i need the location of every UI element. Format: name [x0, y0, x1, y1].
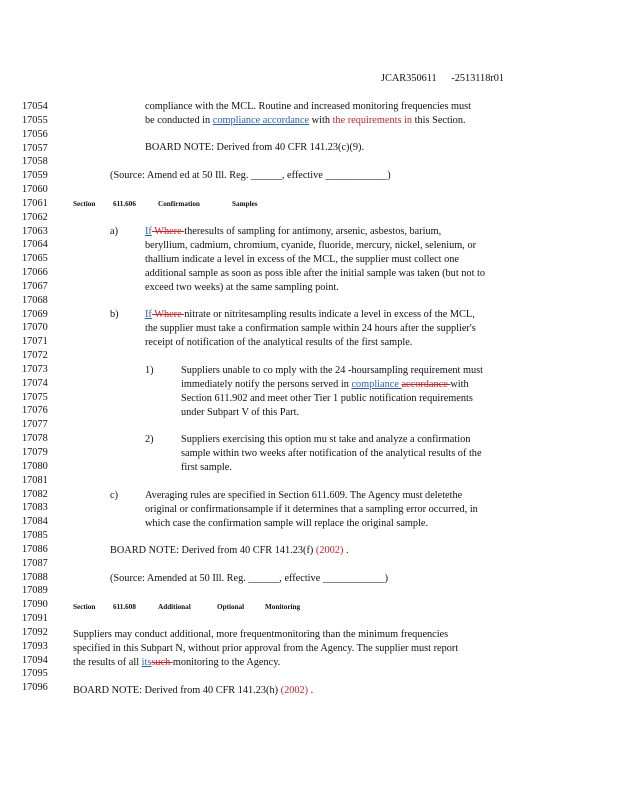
subsection-label: b) — [110, 309, 119, 320]
line-number: 17069 — [22, 308, 48, 320]
deleted-text: Where — [151, 309, 185, 320]
line-number: 17085 — [22, 530, 48, 542]
line-number: 17073 — [22, 363, 48, 375]
line-number: 17088 — [22, 571, 48, 583]
line-number: 17057 — [22, 142, 48, 154]
source-note: (Source: Amend ed at 50 Ill. Reg. ______, effective ____________) — [110, 170, 391, 181]
subsection-label: c) — [110, 490, 118, 501]
section-label: Section — [73, 603, 96, 611]
section-title: Optional — [217, 603, 245, 611]
section-title: Monitoring — [265, 603, 301, 611]
line-number: 17096 — [22, 682, 48, 694]
inserted-text: If — [145, 226, 152, 237]
inserted-text: If — [145, 309, 152, 320]
section-label: Section — [73, 200, 96, 208]
board-note: BOARD NOTE: Derived from 40 CFR 141.23(c)(9). — [145, 142, 365, 153]
deleted-text: such — [151, 657, 173, 668]
text-line-17065: thallium indicate a level in excess of the MCL, the supplier must collect one — [145, 254, 459, 265]
section-title: Additional — [158, 603, 191, 611]
line-number: 17070 — [22, 322, 48, 334]
line-number: 17082 — [22, 488, 48, 500]
board-note: BOARD NOTE: Derived from 40 CFR 141.23(f) (2002) . — [110, 545, 349, 556]
text-line-17076: under Subpart V of this Part. — [181, 407, 300, 418]
inserted-text: compliance accordance — [212, 115, 310, 126]
line-number: 17081 — [22, 474, 48, 486]
text-line-17084: which case the confirmation sample will replace the original sample. — [145, 518, 429, 529]
item-label: 2) — [145, 434, 154, 445]
text-line-17073: Suppliers unable to co mply with the 24 -hoursampling requirement must — [181, 365, 483, 376]
subsection-label: a) — [110, 226, 118, 237]
text-line-17069: If Where nitrate or nitritesampling results indicate a level in excess of the MCL, — [145, 309, 475, 320]
board-note: BOARD NOTE: Derived from 40 CFR 141.23(h) (2002) . — [73, 685, 314, 696]
item-label: 1) — [145, 365, 154, 376]
line-number: 17059 — [22, 170, 48, 182]
section-number: 611.608 — [113, 603, 136, 611]
line-number: 17086 — [22, 543, 48, 555]
line-number: 17091 — [22, 613, 48, 625]
text-line-17063: If Where theresults of sampling for antimony, arsenic, asbestos, barium, — [145, 226, 442, 237]
line-number: 17089 — [22, 585, 48, 597]
line-number: 17067 — [22, 280, 48, 292]
line-number: 17061 — [22, 197, 48, 209]
header-code: JCAR350611 — [381, 73, 437, 84]
deleted-text: in — [404, 115, 413, 126]
line-number: 17094 — [22, 654, 48, 666]
inserted-text: (2002) — [280, 685, 309, 696]
inserted-text: compliance — [351, 379, 402, 390]
section-title: Confirmation — [158, 200, 200, 208]
text-line-17079: sample within two weeks after notification of the analytical results of the — [181, 448, 482, 459]
line-number: 17080 — [22, 460, 48, 472]
text-line-17066: additional sample as soon as poss ible after the initial sample was taken (but not to — [145, 268, 486, 279]
deleted-text: the requirements — [332, 115, 402, 126]
text-line-17094: the results of all itssuch monitoring to the Agency. — [73, 657, 281, 668]
line-number: 17095 — [22, 668, 48, 680]
line-number: 17093 — [22, 640, 48, 652]
line-number: 17083 — [22, 502, 48, 514]
text-line-17078: Suppliers exercising this option mu st take and analyze a confirmation — [181, 434, 471, 445]
line-number: 17079 — [22, 447, 48, 458]
deleted-text: accordance — [401, 379, 451, 390]
line-number: 17054 — [22, 101, 48, 112]
line-number: 17065 — [22, 253, 48, 265]
line-number: 17087 — [22, 557, 48, 569]
section-title: Samples — [232, 200, 258, 208]
line-number: 17058 — [22, 156, 48, 168]
deleted-text: Where — [151, 226, 185, 237]
line-number: 17077 — [22, 419, 48, 431]
line-number: 17055 — [22, 114, 48, 126]
line-number: 17084 — [22, 516, 48, 528]
text-line-17083: original or confirmationsample if it determines that a sampling error occurred, in — [145, 504, 478, 515]
text-line-17082: Averaging rules are specified in Section 611.609. The Agency must deletethe — [145, 490, 463, 501]
line-number: 17078 — [22, 433, 48, 445]
line-number: 17071 — [22, 336, 48, 348]
line-number: 17062 — [22, 211, 48, 223]
section-number: 611.606 — [113, 200, 136, 208]
line-number: 17090 — [22, 599, 48, 611]
text-line-17071: receipt of notification of the analytical results of the first sample. — [145, 337, 413, 348]
line-number: 17076 — [22, 405, 48, 417]
line-number: 17068 — [22, 294, 48, 306]
inserted-text: its — [141, 657, 152, 668]
header-revision: -2513118r01 — [451, 73, 505, 84]
text-line-17055: be conducted in compliance accordance with the requirements in this Section. — [145, 115, 466, 126]
text-line-17054: compliance with the MCL. Routine and increased monitoring frequencies must — [145, 101, 471, 112]
line-number: 17060 — [22, 184, 48, 196]
line-number: 17092 — [22, 626, 48, 638]
text-line-17067: exceed two weeks) at the same sampling point. — [145, 282, 339, 293]
text-line-17074: immediately notify the persons served in compliance accordance with — [181, 379, 469, 390]
text-line-17093: specified in this Subpart N, without prior approval from the Agency. The supplier must report — [73, 643, 459, 654]
text-line-17080: first sample. — [181, 462, 232, 473]
document-header — [381, 73, 504, 84]
source-note: (Source: Amended at 50 Ill. Reg. ______, effective ____________) — [110, 573, 389, 584]
line-number: 17056 — [22, 128, 48, 140]
text-line-17070: the supplier must take a confirmation sample within 24 hours after the supplier's — [145, 323, 476, 334]
line-number: 17075 — [22, 391, 48, 403]
line-number: 17072 — [22, 350, 48, 362]
text-line-17092: Suppliers may conduct additional, more frequentmonitoring than the minimum frequencies — [73, 629, 449, 640]
text-line-17075: Section 611.902 and meet other Tier 1 public notification requirements — [181, 393, 473, 404]
inserted-text: (2002) — [315, 545, 344, 556]
text-line-17064: beryllium, cadmium, chromium, cyanide, fluoride, mercury, nickel, selenium, or — [145, 240, 477, 251]
line-number: 17063 — [22, 225, 48, 237]
line-number: 17074 — [22, 377, 48, 389]
line-number: 17064 — [22, 239, 48, 251]
line-number: 17066 — [22, 267, 48, 279]
